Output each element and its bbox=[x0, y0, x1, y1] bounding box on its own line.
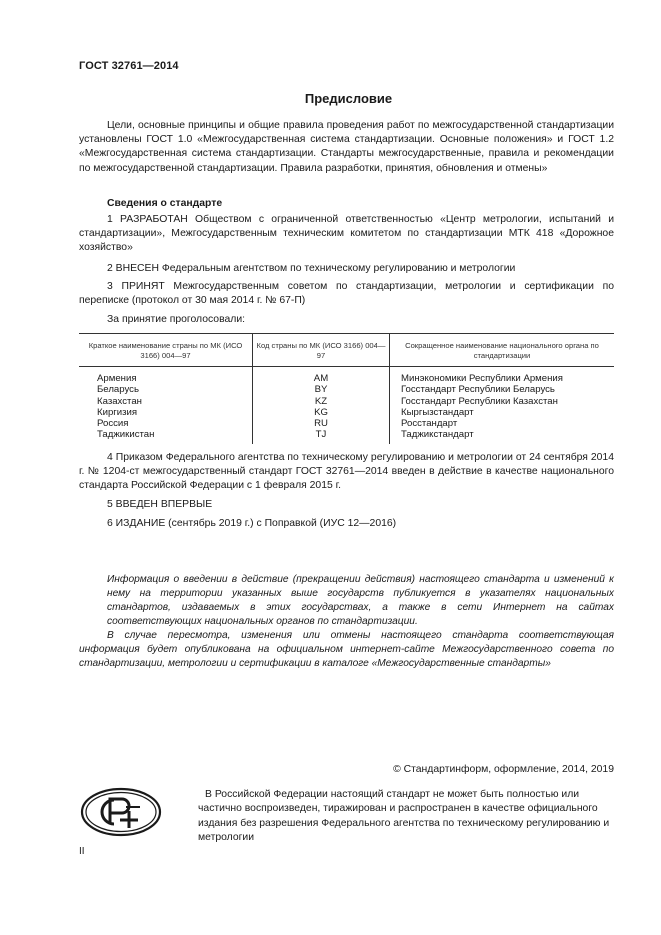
page-number: II bbox=[79, 846, 85, 857]
country-cell: Казахстан bbox=[97, 395, 142, 407]
table-row bbox=[79, 429, 614, 443]
country-cell: Армения bbox=[97, 373, 137, 384]
copyright-notice: © Стандартинформ, оформление, 2014, 2019 bbox=[393, 764, 614, 775]
country-cell: Беларусь bbox=[97, 384, 139, 396]
info-text-1: Информация о введении в действие (прекращении действия) настоящего стандарта и изменений к нему на территории указанных выше государств публикуется в указателях национальных стандартов, издаваемых в этих государствах, а также в сети Интернет на сайтах соответствующих национальных органов по стандартизации. bbox=[107, 574, 614, 628]
info-paragraph-1 bbox=[107, 573, 614, 629]
table-row bbox=[79, 384, 614, 395]
code-cell: KZ bbox=[253, 396, 390, 407]
page-title: Предисловие bbox=[304, 91, 393, 106]
item-1: 1 РАЗРАБОТАН Обществом с ограниченной ответственностью «Центр метрологии, испытаний и стандартизации», Межгосударственным техническим комитетом по стандартизации МТК 418 «Дорожное хозяйство» bbox=[79, 214, 614, 254]
code-cell: BY bbox=[253, 384, 390, 395]
column-header-country: Краткое наименование страны по МК (ИСО 3166) 004—97 bbox=[79, 334, 253, 367]
column-header-code: Код страны по МК (ИСО 3166) 004—97 bbox=[253, 334, 390, 367]
body-cell: Кыргызстандарт bbox=[390, 407, 615, 418]
section-title: Сведения о стандарте bbox=[107, 198, 223, 209]
item-6: 6 ИЗДАНИЕ (сентябрь 2019 г.) с Поправкой (ИУС 12—2016) bbox=[107, 518, 397, 529]
rst-mark-icon bbox=[80, 787, 162, 837]
table-row bbox=[79, 407, 614, 418]
item-2: 2 ВНЕСЕН Федеральным агентством по техническому регулированию и метрологии bbox=[107, 263, 516, 274]
body-cell: Росстандарт bbox=[390, 418, 615, 429]
table-row bbox=[79, 396, 614, 407]
code-cell: AM bbox=[253, 367, 390, 385]
rights-notice: В Российской Федерации настоящий стандарт не может быть полностью или частично воспроизведен, тиражирован и распространен в качестве официального издания без разрешения Федерального агентства по техническому регулированию и метрологии bbox=[198, 789, 610, 843]
intro-paragraph: Цели, основные принципы и общие правила проведения работ по межгосударственной стандартизации установлены ГОСТ 1.0 «Межгосударственная система стандартизации. Основные положения» и ГОСТ 1.2 «Межгосударственная система стандартизации. Стандарты межгосударственные, правила и рекомендации по межгосударственной стандартизации. Правила разработки, принятия, обновления и отмены» bbox=[79, 120, 614, 174]
item-4: 4 Приказом Федерального агентства по техническому регулированию и метрологии от 24 сентября 2014 г. № 1204-ст межгосударственный стандарт ГОСТ 32761—2014 введен в действие в качестве национального стандарта Российской Федерации с 1 февраля 2015 г. bbox=[79, 452, 614, 492]
code-cell: TJ bbox=[253, 429, 390, 443]
body-cell: Госстандарт Республики Беларусь bbox=[390, 384, 615, 395]
table-row bbox=[79, 418, 614, 429]
countries-table bbox=[79, 333, 614, 444]
body-cell: Таджикстандарт bbox=[390, 429, 615, 443]
body-cell: Госстандарт Республики Казахстан bbox=[390, 396, 615, 407]
column-header-body: Сокращенное наименование национального органа по стандартизации bbox=[390, 334, 615, 367]
country-cell: Россия bbox=[97, 418, 129, 430]
code-cell: RU bbox=[253, 418, 390, 429]
code-cell: KG bbox=[253, 407, 390, 418]
vote-caption: За принятие проголосовали: bbox=[107, 314, 246, 325]
table-row bbox=[79, 367, 614, 385]
country-cell: Киргизия bbox=[97, 406, 138, 418]
body-cell: Минэкономики Республики Армения bbox=[390, 367, 615, 385]
document-code: ГОСТ 32761—2014 bbox=[79, 60, 179, 72]
item-5: 5 ВВЕДЕН ВПЕРВЫЕ bbox=[107, 499, 213, 510]
country-cell: Таджикистан bbox=[97, 429, 155, 441]
item-3: 3 ПРИНЯТ Межгосударственным советом по стандартизации, метрологии и сертификации по переписке (протокол от 30 мая 2014 г. № 67-П) bbox=[79, 281, 614, 307]
info-paragraph-2: В случае пересмотра, изменения или отмены настоящего стандарта соответствующая информация будет опубликована на официальном интернет-сайте Межгосударственного совета по стандартизации, метрологии и сертификации в каталоге «Межгосударственные стандарты» bbox=[79, 630, 614, 670]
table-header-row bbox=[79, 334, 614, 367]
